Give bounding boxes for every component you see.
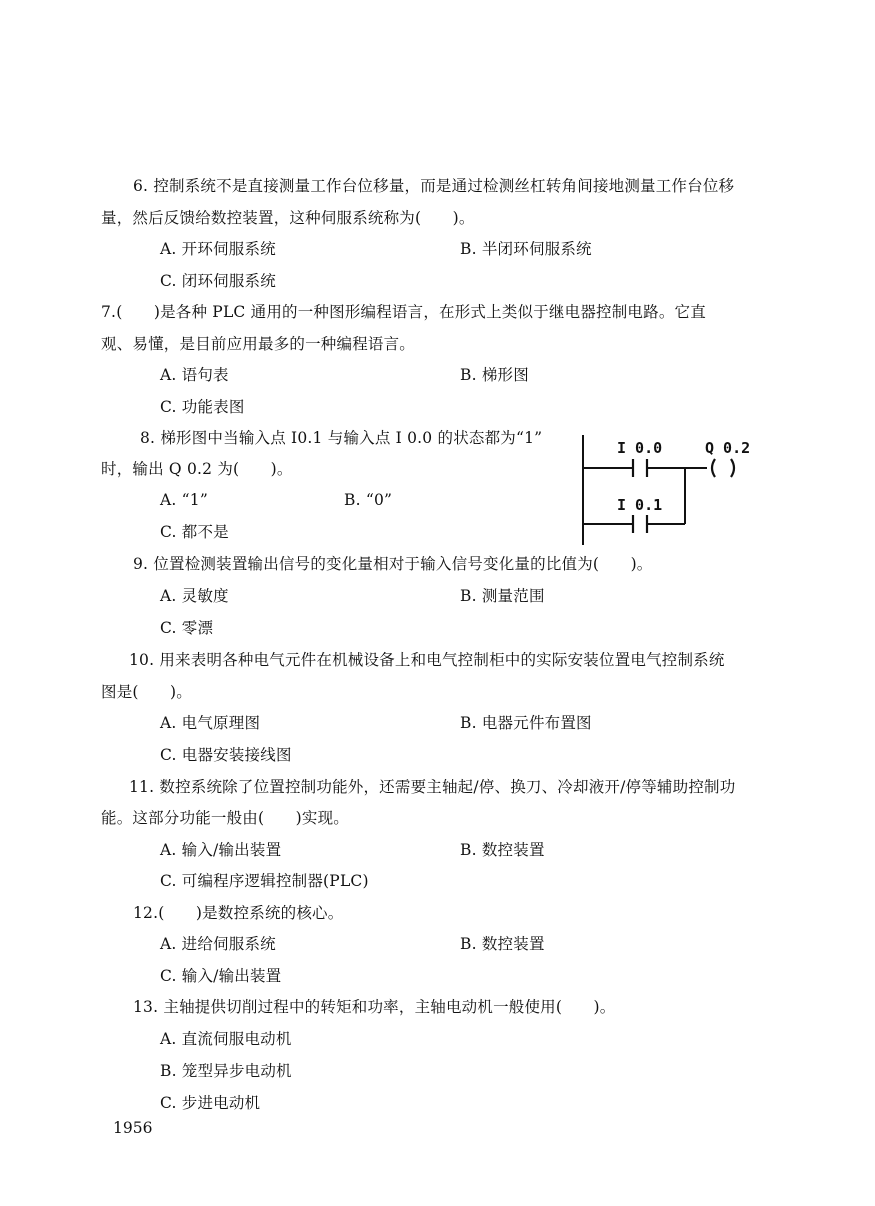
- question-10-text-cont: 图是( )。: [101, 683, 192, 701]
- question-6-option-b: B. 半闭环伺服系统: [460, 240, 592, 258]
- contact-i01: [633, 515, 647, 533]
- question-6-text-cont: 量，然后反馈给数控装置，这种伺服系统称为( )。: [101, 209, 475, 227]
- question-9-option-b: B. 测量范围: [460, 587, 545, 605]
- page-number: 1956: [113, 1119, 153, 1137]
- question-11-option-a: A. 输入/输出装置: [160, 841, 282, 859]
- question-12-option-b: B. 数控装置: [460, 935, 545, 953]
- question-12-option-c: C. 输入/输出装置: [160, 967, 282, 985]
- question-11-option-c: C. 可编程序逻辑控制器(PLC): [160, 872, 369, 890]
- question-8-option-c: C. 都不是: [160, 523, 229, 541]
- question-7-text-cont: 观、易懂，是目前应用最多的一种编程语言。: [101, 335, 416, 353]
- ladder-diagram: [575, 430, 755, 550]
- coil-q02: [712, 459, 734, 477]
- question-8-option-a: A. “1”: [160, 491, 208, 509]
- question-7-text: 7.( )是各种 PLC 通用的一种图形编程语言，在形式上类似于继电器控制电路。它直: [101, 303, 706, 321]
- question-13-option-c: C. 步进电动机: [160, 1094, 261, 1112]
- question-10-option-c: C. 电器安装接线图: [160, 746, 292, 764]
- label-q02: Q 0.2: [705, 439, 751, 457]
- question-12-text: 12.( )是数控系统的核心。: [133, 904, 344, 922]
- question-7-option-c: C. 功能表图: [160, 398, 245, 416]
- question-6-option-c: C. 闭环伺服系统: [160, 272, 276, 290]
- question-13-option-b: B. 笼型异步电动机: [160, 1062, 292, 1080]
- question-8-text: 8. 梯形图中当输入点 I0.1 与输入点 I 0.0 的状态都为“1”: [140, 429, 543, 447]
- question-9-option-a: A. 灵敏度: [160, 587, 229, 605]
- question-7-option-a: A. 语句表: [160, 366, 229, 384]
- question-9-option-c: C. 零漂: [160, 619, 214, 637]
- question-11-text: 11. 数控系统除了位置控制功能外，还需要主轴起/停、换刀、冷却液开/停等辅助控制功: [129, 778, 736, 796]
- question-10-option-b: B. 电器元件布置图: [460, 714, 592, 732]
- question-9-text: 9. 位置检测装置输出信号的变化量相对于输入信号变化量的比值为( )。: [133, 555, 653, 573]
- question-8-text-cont: 时，输出 Q 0.2 为( )。: [101, 460, 293, 478]
- question-6-text: 6. 控制系统不是直接测量工作台位移量，而是通过检测丝杠转角间接地测量工作台位移: [133, 177, 735, 195]
- contact-i00: [633, 459, 647, 477]
- question-13-text: 13. 主轴提供切削过程中的转矩和功率，主轴电动机一般使用( )。: [133, 998, 616, 1016]
- label-i01: I 0.1: [617, 496, 663, 514]
- question-13-option-a: A. 直流伺服电动机: [160, 1030, 292, 1048]
- question-8-option-b: B. “0”: [344, 491, 393, 509]
- question-11-text-cont: 能。这部分功能一般由( )实现。: [101, 809, 349, 827]
- question-10-text: 10. 用来表明各种电气元件在机械设备上和电气控制柜中的实际安装位置电气控制系统: [129, 651, 725, 669]
- question-7-option-b: B. 梯形图: [460, 366, 529, 384]
- question-6-option-a: A. 开环伺服系统: [160, 240, 276, 258]
- question-11-option-b: B. 数控装置: [460, 841, 545, 859]
- question-12-option-a: A. 进给伺服系统: [160, 935, 276, 953]
- question-10-option-a: A. 电气原理图: [160, 714, 261, 732]
- label-i00: I 0.0: [617, 439, 663, 457]
